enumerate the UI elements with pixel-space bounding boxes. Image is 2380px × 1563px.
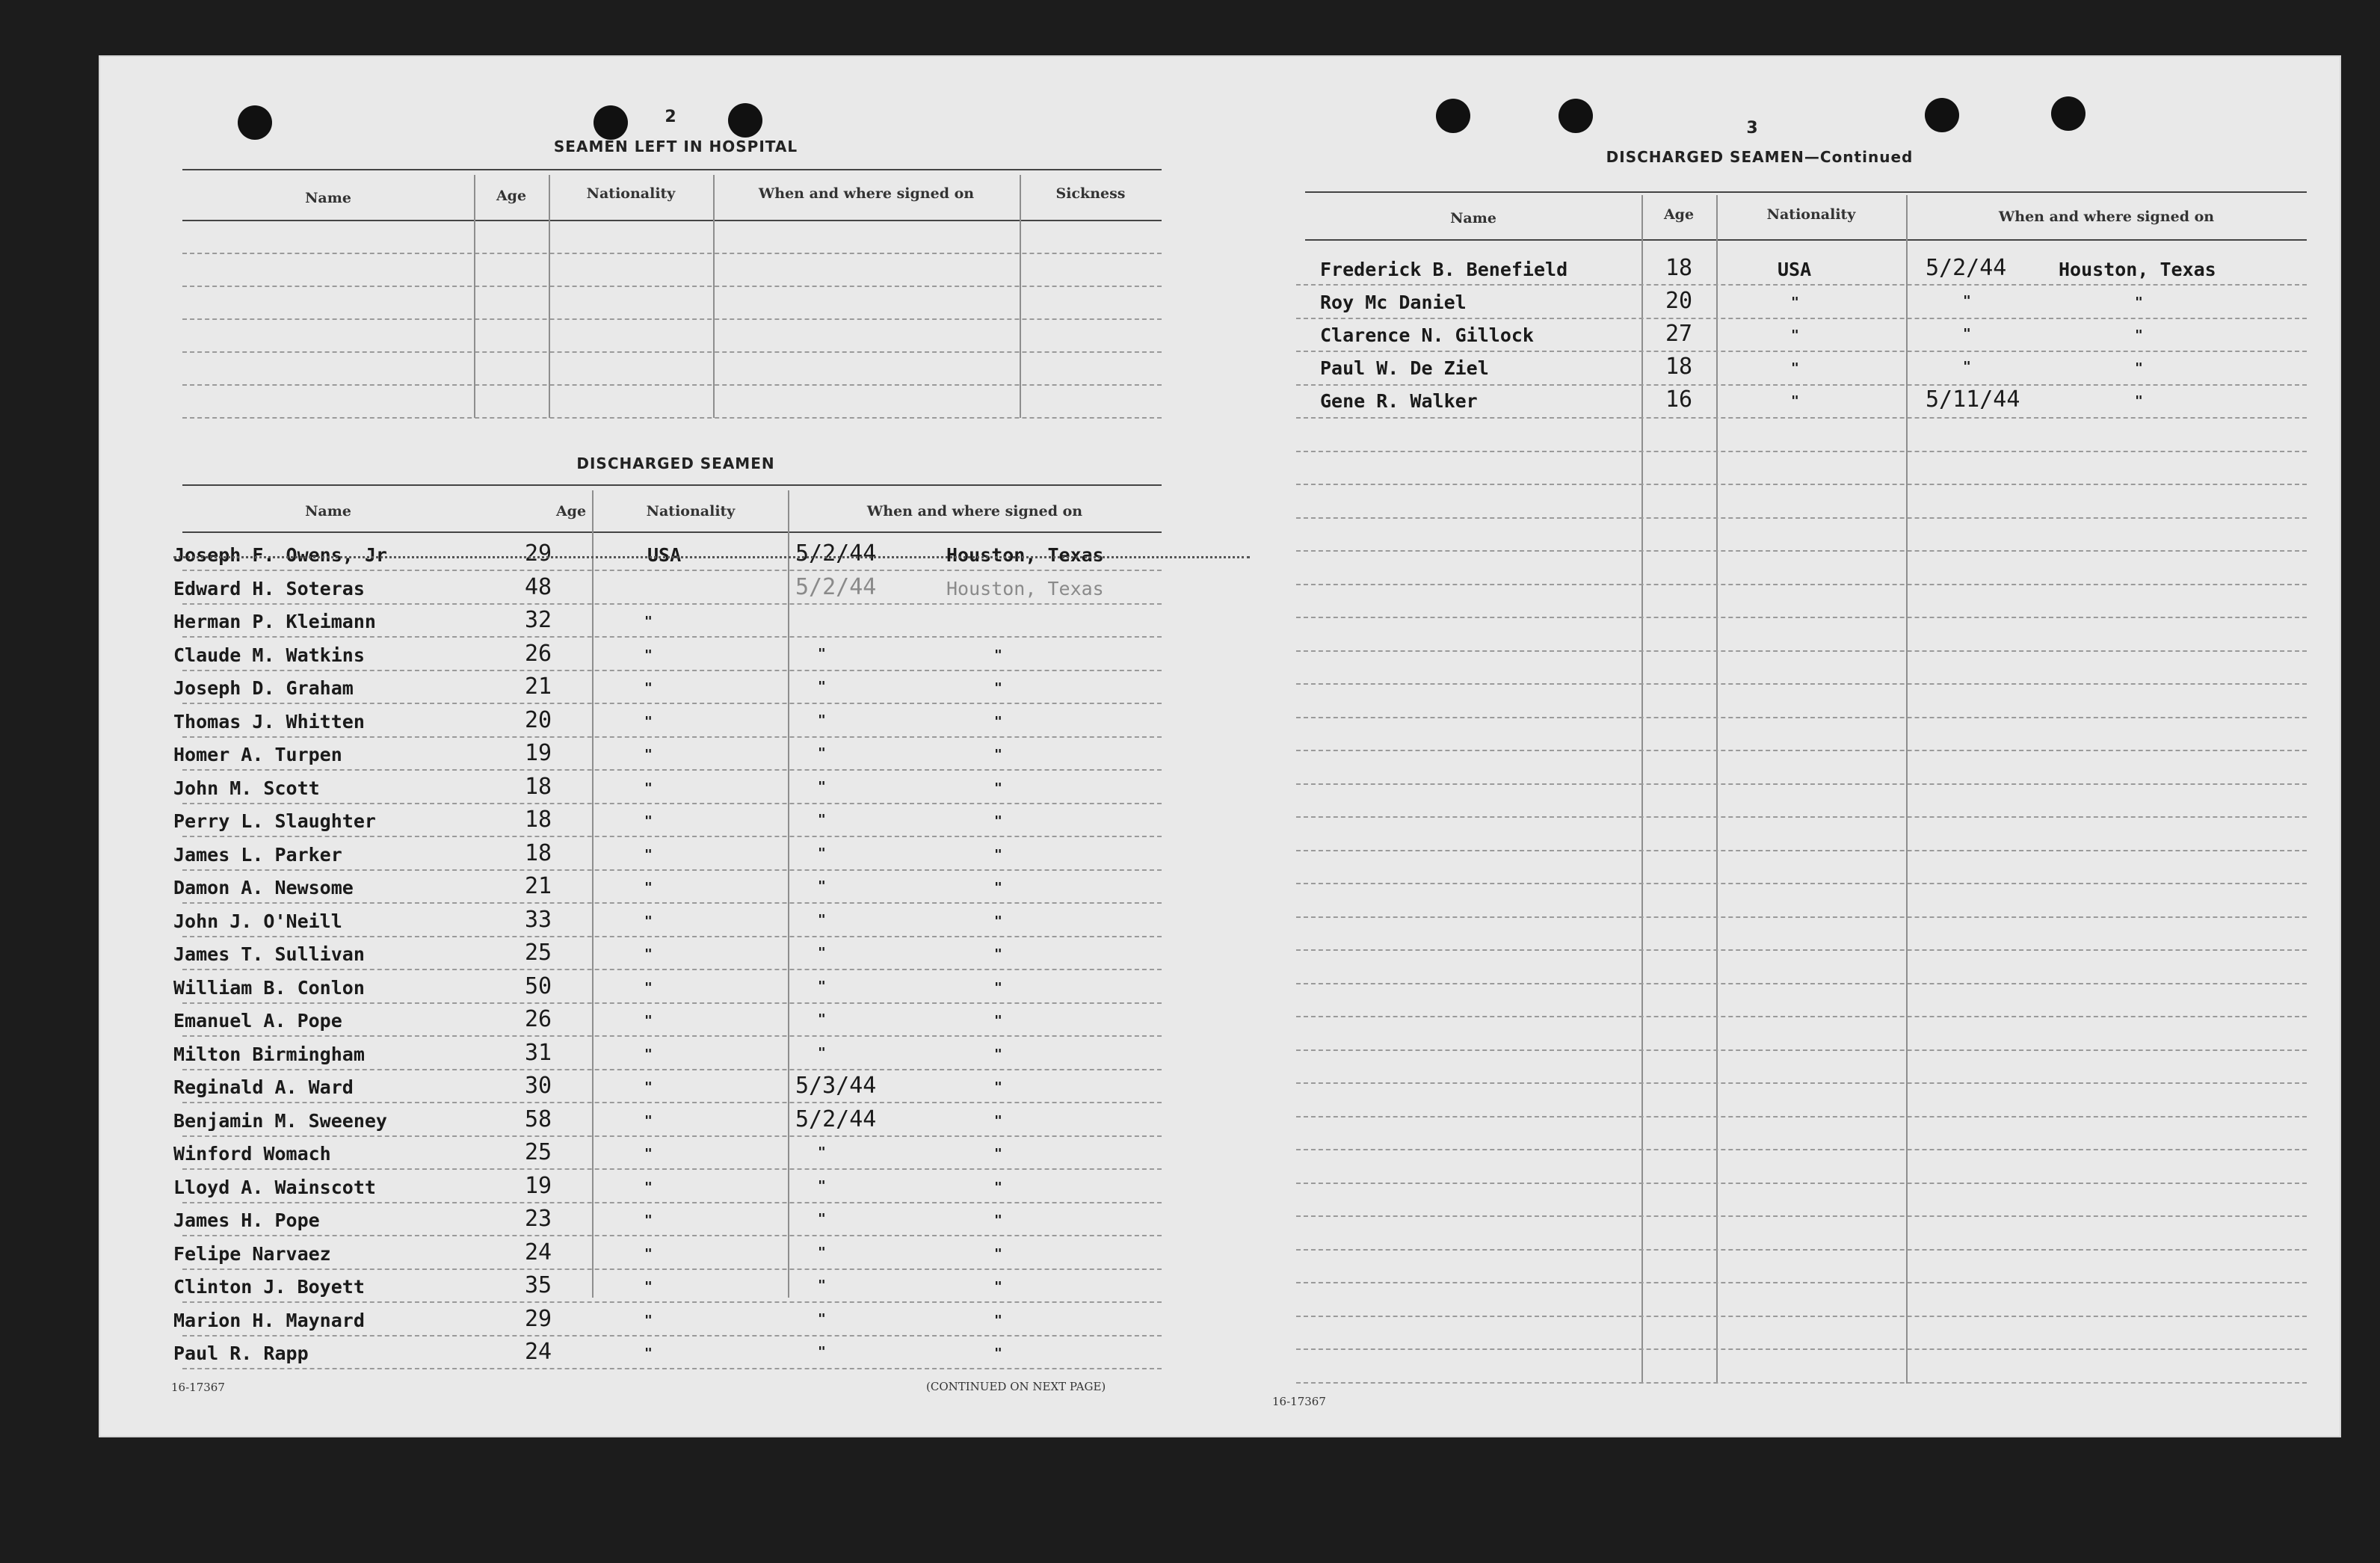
rule: [182, 1235, 1162, 1236]
seaman-name: Thomas J. Whitten: [173, 711, 365, 733]
seaman-name: Emanuel A. Pope: [173, 1010, 342, 1032]
signed-on-place: ": [994, 980, 1002, 996]
rule: [1296, 1049, 2307, 1051]
discharged-section-title: DISCHARGED SEAMEN: [576, 454, 775, 472]
signed-on-date: ": [818, 1011, 826, 1027]
signed-on-date: ": [818, 878, 826, 894]
rule: [1296, 949, 2307, 951]
seaman-name: Joseph D. Graham: [173, 677, 354, 699]
signed-on-date: ": [818, 745, 826, 761]
seaman-age: 18: [1665, 354, 1693, 380]
right-header-name: Name: [1450, 210, 1496, 226]
rule: [182, 670, 1162, 671]
rule: [182, 736, 1162, 738]
seaman-name: James L. Parker: [173, 844, 342, 866]
seaman-name: Lloyd A. Wainscott: [173, 1177, 376, 1198]
seaman-age: 32: [525, 607, 552, 633]
signed-on-date: ": [818, 679, 826, 694]
seaman-nationality: ": [1791, 295, 1799, 310]
seaman-age: 26: [525, 1006, 552, 1032]
binder-hole: [1559, 99, 1593, 133]
right-page-number: 3: [1746, 119, 1758, 138]
column-divider: [549, 175, 550, 418]
seaman-name: John M. Scott: [173, 777, 320, 799]
seaman-nationality: ": [644, 1345, 653, 1361]
seaman-name: Felipe Narvaez: [173, 1243, 331, 1265]
signed-on-place: ": [994, 714, 1002, 730]
seaman-nationality: ": [644, 1113, 653, 1129]
signed-on-date: ": [818, 945, 826, 961]
column-divider: [1906, 195, 1908, 1384]
seaman-nationality: ": [644, 647, 653, 663]
rule: [1296, 983, 2307, 984]
signed-on-date: ": [818, 978, 826, 994]
seaman-age: 19: [525, 1173, 552, 1199]
rule: [1296, 617, 2307, 618]
seaman-age: 29: [525, 540, 552, 567]
rule: [1296, 1382, 2307, 1384]
column-divider: [592, 490, 594, 1298]
seaman-age: 21: [525, 673, 552, 700]
seaman-name: Gene R. Walker: [1320, 390, 1478, 412]
rule: [1305, 191, 2307, 193]
binder-hole: [728, 103, 762, 138]
signed-on-place: ": [994, 1212, 1002, 1228]
signed-on-place: ": [2135, 393, 2143, 409]
rule: [1296, 1116, 2307, 1117]
seaman-nationality: ": [644, 1180, 653, 1195]
seaman-nationality: ": [644, 680, 653, 696]
document-sheet: [100, 57, 2340, 1436]
rule: [1296, 916, 2307, 918]
seaman-nationality: ": [644, 1313, 653, 1328]
seaman-name: Perry L. Slaughter: [173, 810, 376, 832]
signed-on-place: ": [994, 1246, 1002, 1262]
seaman-name: Claude M. Watkins: [173, 644, 365, 666]
seaman-nationality: ": [644, 913, 653, 929]
signed-on-place: ": [994, 1180, 1002, 1195]
rule: [1296, 384, 2307, 386]
rule: [182, 169, 1162, 170]
signed-on-place: ": [994, 1313, 1002, 1328]
seaman-nationality: ": [1791, 327, 1799, 343]
rule: [182, 1168, 1162, 1170]
rule: [182, 1035, 1162, 1037]
rule: [182, 531, 1162, 533]
seaman-name: John J. O'Neill: [173, 910, 342, 932]
hospital-header-age: Age: [496, 188, 527, 204]
rule: [1296, 484, 2307, 485]
left-page-number: 2: [665, 108, 676, 126]
rule: [182, 417, 1162, 419]
rule: [182, 1002, 1162, 1004]
seaman-name: Milton Birmingham: [173, 1043, 365, 1065]
seaman-name: James H. Pope: [173, 1209, 320, 1231]
rule: [1296, 318, 2307, 319]
rule: [182, 636, 1162, 638]
seaman-name: Joseph F. Owens, Jr: [173, 544, 387, 566]
signed-on-date: ": [818, 1144, 826, 1160]
left-form-number: 16-17367: [171, 1381, 225, 1394]
seaman-name: Reginald A. Ward: [173, 1076, 354, 1098]
rule: [1296, 550, 2307, 552]
rule: [1305, 239, 2307, 241]
seaman-nationality: ": [644, 1212, 653, 1228]
signed-on-place: ": [2135, 360, 2143, 376]
binder-hole: [2051, 96, 2085, 131]
signed-on-date: ": [818, 845, 826, 861]
seaman-name: Herman P. Kleimann: [173, 611, 376, 632]
rule: [1296, 750, 2307, 751]
signed-on-place: ": [994, 913, 1002, 929]
column-divider: [1641, 195, 1643, 1384]
seaman-name: Clinton J. Boyett: [173, 1276, 365, 1298]
rule: [182, 869, 1162, 871]
rule: [182, 286, 1162, 287]
seaman-nationality: ": [644, 1013, 653, 1029]
rule: [1296, 1348, 2307, 1350]
rule: [182, 769, 1162, 771]
signed-on-place: ": [994, 847, 1002, 863]
seaman-age: 24: [525, 1339, 552, 1365]
rule: [1296, 717, 2307, 718]
hospital-header-name: Name: [305, 190, 351, 206]
signed-on-place: ": [994, 1146, 1002, 1162]
rule: [182, 703, 1162, 704]
seaman-name: Winford Womach: [173, 1143, 331, 1165]
rule: [182, 384, 1162, 386]
signed-on-date: ": [1963, 293, 1971, 309]
seaman-age: 18: [525, 774, 552, 800]
seaman-name: Edward H. Soteras: [173, 578, 365, 599]
seaman-name: Paul W. De Ziel: [1320, 357, 1489, 379]
seaman-age: 48: [525, 574, 552, 600]
signed-on-place: ": [994, 747, 1002, 762]
seaman-nationality: ": [644, 714, 653, 730]
rule: [1296, 284, 2307, 286]
rule: [1296, 1183, 2307, 1184]
rule: [1296, 1016, 2307, 1017]
rule: [182, 220, 1162, 221]
signed-on-date: ": [818, 1277, 826, 1293]
column-divider: [1020, 175, 1021, 418]
rule: [1296, 517, 2307, 519]
right-header-signed-on: When and where signed on: [1998, 209, 2215, 225]
seaman-nationality: ": [644, 1146, 653, 1162]
seaman-age: 18: [525, 807, 552, 833]
seaman-name: Roy Mc Daniel: [1320, 292, 1467, 313]
discharged-header-signed-on: When and where signed on: [866, 503, 1083, 520]
seaman-nationality: ": [644, 1246, 653, 1262]
signed-on-date: ": [818, 1178, 826, 1194]
rule: [182, 253, 1162, 254]
signed-on-place: Houston, Texas: [946, 544, 1104, 566]
rule: [182, 902, 1162, 904]
signed-on-date: 5/2/44: [795, 540, 877, 567]
right-header-age: Age: [1663, 206, 1695, 223]
seaman-age: 21: [525, 873, 552, 899]
signed-on-place: Houston, Texas: [2059, 259, 2216, 280]
signed-on-date: 5/2/44: [795, 1106, 877, 1132]
seaman-age: 50: [525, 973, 552, 999]
seaman-age: 29: [525, 1306, 552, 1332]
rule: [1296, 883, 2307, 884]
binder-hole: [1436, 99, 1470, 133]
signed-on-place: ": [994, 946, 1002, 962]
seaman-nationality: ": [644, 980, 653, 996]
discharged-header-nationality: Nationality: [646, 503, 736, 520]
rule: [1296, 1149, 2307, 1150]
seaman-age: 18: [525, 840, 552, 866]
hospital-header-nationality: Nationality: [586, 185, 676, 202]
discharged-header-name: Name: [305, 503, 351, 520]
signed-on-place: ": [994, 647, 1002, 663]
rule: [182, 936, 1162, 937]
right-header-nationality: Nationality: [1766, 206, 1856, 223]
seaman-nationality: ": [644, 946, 653, 962]
seaman-nationality: USA: [647, 544, 682, 566]
column-divider: [713, 175, 715, 418]
rule: [182, 1368, 1162, 1369]
rule: [1296, 683, 2307, 685]
rule: [1296, 417, 2307, 419]
column-divider: [1716, 195, 1718, 1384]
signed-on-date: ": [1963, 326, 1971, 342]
seaman-name: Paul R. Rapp: [173, 1342, 309, 1364]
seaman-name: Clarence N. Gillock: [1320, 324, 1534, 346]
signed-on-date: 5/3/44: [795, 1073, 877, 1099]
rule: [1296, 850, 2307, 851]
rule: [182, 1069, 1162, 1070]
signed-on-place: ": [994, 1046, 1002, 1062]
rule: [1296, 351, 2307, 352]
rule: [1296, 1316, 2307, 1317]
signed-on-place: ": [994, 780, 1002, 796]
rule: [1296, 451, 2307, 452]
continued-note: (CONTINUED ON NEXT PAGE): [926, 1380, 1106, 1393]
seaman-nationality: ": [644, 780, 653, 796]
rule: [182, 1102, 1162, 1103]
seaman-name: Homer A. Turpen: [173, 744, 342, 765]
seaman-nationality: ": [644, 847, 653, 863]
rule: [182, 1301, 1162, 1303]
rule: [1296, 1082, 2307, 1084]
seaman-nationality: ": [644, 880, 653, 895]
seaman-age: 35: [525, 1272, 552, 1298]
signed-on-place: ": [994, 1079, 1002, 1095]
right-form-number: 16-17367: [1272, 1395, 1326, 1408]
seaman-nationality: ": [1791, 360, 1799, 376]
rule: [1296, 1249, 2307, 1251]
rule: [182, 1335, 1162, 1337]
signed-on-place: ": [994, 813, 1002, 829]
seaman-age: 33: [525, 907, 552, 933]
signed-on-date: ": [818, 1311, 826, 1327]
signed-on-place: ": [994, 1113, 1002, 1129]
seaman-nationality: ": [644, 813, 653, 829]
seaman-age: 31: [525, 1040, 552, 1066]
rule: [182, 1135, 1162, 1137]
seaman-nationality: ": [644, 614, 653, 629]
seaman-nationality: USA: [1778, 259, 1812, 280]
seaman-age: 27: [1665, 321, 1693, 347]
seaman-nationality: ": [644, 1046, 653, 1062]
column-divider: [474, 175, 475, 418]
signed-on-place: ": [994, 680, 1002, 696]
seaman-age: 26: [525, 641, 552, 667]
rule: [1296, 783, 2307, 785]
seaman-nationality: ": [644, 747, 653, 762]
signed-on-date: 5/2/44: [795, 574, 877, 600]
signed-on-date: ": [818, 912, 826, 928]
rule: [182, 570, 1162, 571]
signed-on-date: 5/2/44: [1926, 255, 2007, 281]
signed-on-place: ": [994, 880, 1002, 895]
seaman-name: Marion H. Maynard: [173, 1310, 365, 1331]
binder-hole: [1925, 98, 1959, 132]
seaman-age: 20: [525, 707, 552, 733]
binder-hole: [594, 105, 628, 140]
hospital-header-signed-on: When and where signed on: [758, 185, 975, 202]
signed-on-date: 5/11/44: [1926, 386, 2020, 413]
rule: [182, 351, 1162, 353]
rule: [1296, 1215, 2307, 1217]
signed-on-date: ": [818, 646, 826, 662]
rule: [1296, 650, 2307, 652]
rule: [1296, 1282, 2307, 1283]
binder-hole: [238, 105, 272, 140]
seaman-name: William B. Conlon: [173, 977, 365, 999]
signed-on-date: ": [818, 779, 826, 795]
signed-on-date: ": [818, 1245, 826, 1260]
signed-on-date: ": [818, 812, 826, 827]
seaman-age: 24: [525, 1239, 552, 1265]
seaman-age: 19: [525, 740, 552, 766]
rule: [182, 1202, 1162, 1203]
seaman-age: 16: [1665, 386, 1693, 413]
seaman-age: 30: [525, 1073, 552, 1099]
signed-on-place: ": [994, 1279, 1002, 1295]
rule: [182, 1268, 1162, 1270]
discharged-header-age: Age: [555, 503, 587, 520]
seaman-nationality: ": [1791, 393, 1799, 409]
seaman-nationality: ": [644, 1279, 653, 1295]
signed-on-date: ": [818, 1344, 826, 1360]
rule: [182, 836, 1162, 837]
rule: [182, 484, 1162, 486]
hospital-header-sickness: Sickness: [1055, 185, 1126, 202]
seaman-age: 18: [1665, 255, 1693, 281]
seaman-nationality: ": [644, 1079, 653, 1095]
signed-on-date: ": [1963, 359, 1971, 374]
rule: [182, 803, 1162, 804]
seaman-age: 25: [525, 1139, 552, 1165]
rule: [182, 318, 1162, 320]
signed-on-place: Houston, Texas: [946, 578, 1104, 599]
seaman-age: 20: [1665, 288, 1693, 314]
rule: [1296, 584, 2307, 585]
rule: [182, 969, 1162, 970]
seaman-age: 25: [525, 940, 552, 966]
signed-on-place: ": [994, 1345, 1002, 1361]
seaman-age: 58: [525, 1106, 552, 1132]
seaman-name: Benjamin M. Sweeney: [173, 1110, 387, 1132]
signed-on-place: ": [2135, 327, 2143, 343]
continued-section-title: DISCHARGED SEAMEN—Continued: [1606, 148, 1914, 166]
signed-on-place: ": [2135, 295, 2143, 310]
signed-on-date: ": [818, 1045, 826, 1061]
seaman-name: James T. Sullivan: [173, 943, 365, 965]
seaman-name: Frederick B. Benefield: [1320, 259, 1568, 280]
column-divider: [788, 490, 789, 1298]
signed-on-date: ": [818, 1211, 826, 1227]
seaman-name: Damon A. Newsome: [173, 877, 354, 898]
hospital-section-title: SEAMEN LEFT IN HOSPITAL: [553, 138, 798, 155]
signed-on-place: ": [994, 1013, 1002, 1029]
rule: [1296, 816, 2307, 818]
signed-on-date: ": [818, 712, 826, 728]
strike-through-mark: [173, 556, 1250, 558]
rule: [182, 603, 1162, 605]
seaman-age: 23: [525, 1206, 552, 1232]
